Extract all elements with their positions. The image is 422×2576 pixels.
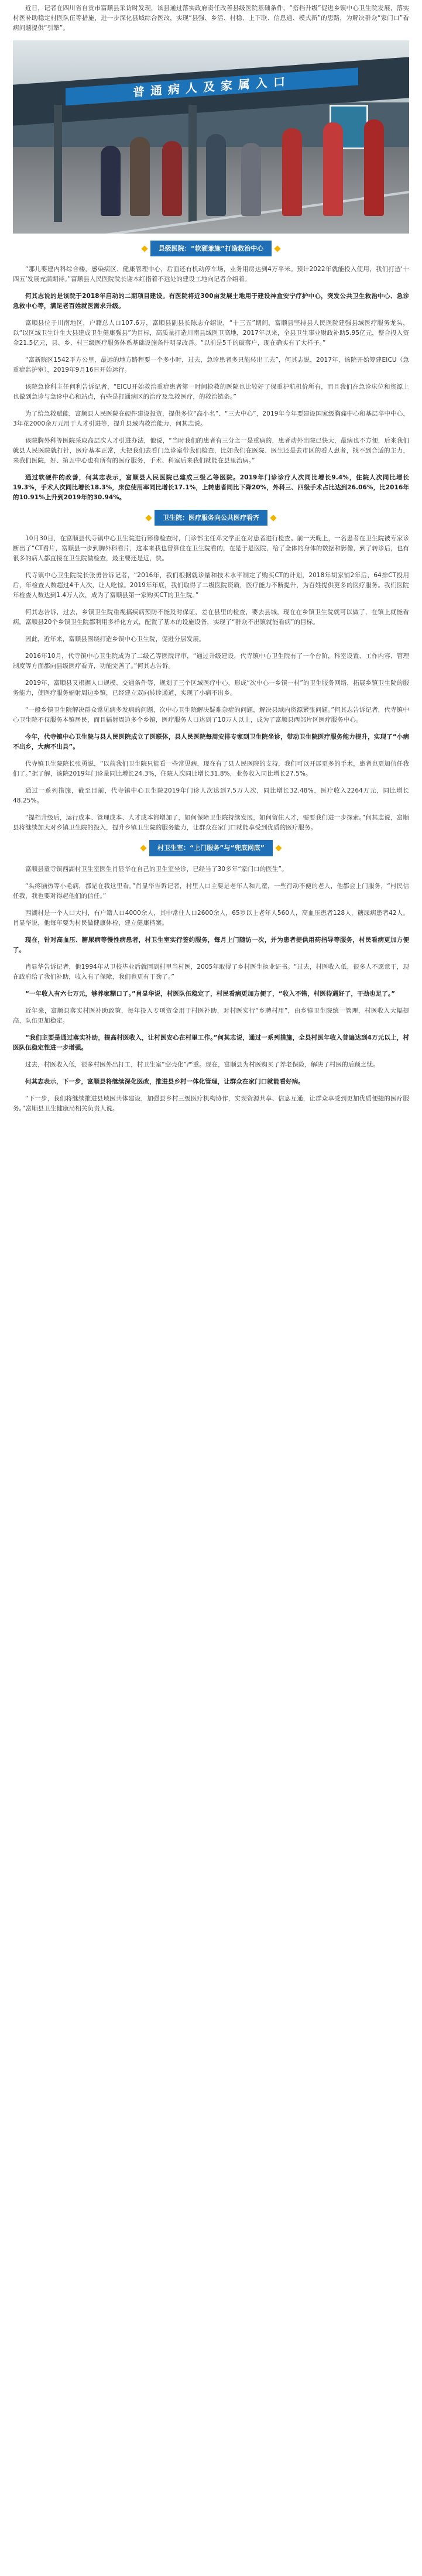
body-paragraph: 过去，村医收入低，很多村医外出打工，村卫生室“空壳化”严重。现在，富顺县为村医购买了养老保险，解决了村医的后顾之忧。 <box>25 1061 379 1068</box>
body-paragraph: “富新院区1542平方公里，最远的地方路程要一个多小时，过去，急诊患者多只能转出工去”，何其志说，2017年，该院开始筹建EICU（急重症监护室），2019年9月16日开始运行。 <box>13 356 409 374</box>
emphasis-paragraph: “一年收入有六七万元，够养家糊口了。”肖显华说，村医队伍稳定了，村民看病更加方便了，“收入不错，村医待遇好了，干劲也足了。” <box>25 990 396 997</box>
body-paragraph: 为了给急救赋能，富顺县人民医院在硬件建设投资，提供多位“高小名”、“三大中心”，2019年今年要建设国家级胸痛中心和基层卒中中心，3年花2000余万元用于人才引进等，提升县域内救治能力，何其志说。 <box>13 410 409 428</box>
body-paragraph: 富顺县童寺镇西湖村卫生室医生肖显华在自己的卫生室坐诊，已经当了30多年“家门口的医生”。 <box>25 865 288 873</box>
body-paragraph: 何其志告诉，过去，乡镇卫生院重视搞疾病预防不能及时保证，差在县里的检查，要去县城，现在在乡镇卫生院就可以做了，在镇上就能看病。富顺县20个乡镇卫生院都利用多样化方式，配置了基本的设施设备，实现了“群众不出镇就能看病”的目标。 <box>13 609 409 626</box>
body-paragraph: “一般乡镇卫生院解决群众常见病多发病的问题，次中心卫生院解决疑难杂症的问题，解决县域内资源紧张问题。”何其志告诉记者，代寺镇中心卫生院不仅服务本镇居民，而且辐射周边多个乡镇，医疗服务人口达到了10万人以上，成为了富顺县西部片区医疗服务中心。 <box>13 706 409 724</box>
photo-person <box>162 141 182 216</box>
section-heading <box>13 241 409 256</box>
body-paragraph: “那儿要建内科综合楼，感染病区、健康管理中心，后面还有机动停车场，业务用房达到4万平米。预计2022年就能投入使用，我们打造‘十四五’发展充满期待。”富顺县人民医院院长谢本红指着不远处的建设工地向记者介绍着。 <box>13 266 409 283</box>
body-paragraph: 近年来，富顺县落实村医补助政策，每年投入专项资金用于村医补助，对村医实行“乡聘村用”，由乡镇卫生院统一管理，村医收入大幅提高，队伍更加稳定。 <box>13 1007 409 1024</box>
body-paragraph: 代寺镇中心卫生院院长张勇告诉记者，“2016年，我们根据就诊量和技术水平制定了购买CT的计划，2018年胡家铺2年后，64排CT投用后，年检查人数超过4千人次，让人吃惊。2019年年底，我们取得了二级医院资质，医疗能力不断提升，为百姓提供更多的医疗服务。我们医院年检查人数达到1.4万人次，成为了富顺县第一家购买CT的卫生院。” <box>13 572 409 599</box>
photo-person <box>130 137 150 216</box>
body-paragraph: 2016年10月，代寺镇中心卫生院成为了二级乙等医院评审，“通过升级建设，代寺镇中心卫生院有了一个台阶，科室设置、工作内容、管理制度等方面都向县级医疗看齐，功能完善了。”何其志告诉。 <box>13 653 409 670</box>
section-banner: 卫生院：医疗服务向公共医疗看齐 <box>155 510 267 526</box>
photo-person <box>241 143 261 216</box>
section-banner: 村卫生室：“上门服务”与“兜底网底” <box>149 840 273 856</box>
body-paragraph: “下一步，我们将继续推进县域医共体建设，加强县乡村三级医疗机构协作，实现资源共享、信息互通，让群众享受到更加优质便捷的医疗服务。”富顺县卫生健康局相关负责人说。 <box>13 1095 409 1112</box>
body-paragraph: 该院急诊科主任何利告诉记者，“EICU开始救治重症患者第一时间抢救的医院也比较好了保重护航机价所有，而且我们在急诊床位和资源上也做到急诊与急诊中心和站点，有些是打通病区的治疗及急救医疗，的救治链条。” <box>13 383 409 401</box>
emphasis-paragraph: 何其志表示，下一步，富顺县将继续深化医改，推进县乡村一体化管理，让群众在家门口就能看好病。 <box>25 1078 304 1085</box>
body-paragraph: “头疼脑热等小毛病，都是在我这里看。”肖显华告诉记者，村里人口主要是老年人和儿童，一些行动不便的老人，他都会上门服务，“村民信任我，我也要对得起他们的信任。” <box>13 882 409 900</box>
body-paragraph: “提档升级后，运行成本、管理成本、人才成本都增加了，如何保障卫生院持续发展，如何留住人才，需要我们进一步探索。”何其志说，富顺县将继续加大对乡镇卫生院的投入，提升乡镇卫生院的服务能力，让群众在家门口就能享受到优质的医疗服务。 <box>13 814 409 832</box>
photo-person <box>364 119 384 216</box>
emphasis-paragraph: 何其志说的是该院于2018年启动的二期项目建设。有医院将近300亩发展土地用于建设神盒安宁疗护中心，突发公共卫生救治中心、急诊急救中心等，满足老百姓就医需求升级。 <box>13 293 409 310</box>
photo-person <box>323 122 343 216</box>
sections <box>13 241 409 1114</box>
photo-pillar <box>188 105 197 222</box>
emphasis-paragraph: 通过软硬件的改善，何其志表示，富顺县人民医院已建成三级乙等医院。2019年门诊诊疗人次同比增长9.4%，住院人次同比增长19.3%，手术人次同比增长18.3%，床位使用率同比增长17.1%，上转患者同比下降20%，外科三、四级手术占比达到26.06%，比2016年的10.91%上升到2019年的30.94%。 <box>13 474 409 502</box>
body-paragraph: 该院胸外科等医院采取高层次人才引进办法，他说，“当时我们的患者有三分之一是重病的，患者动外出院已快大，最病也不方便，后来我们就县人民医院就打针，医疗基本正常，大把我们去看门急诊室带我们检查，比如我们在医院、医生还是去市区的看人患者，找不到合适的主力，来我们医院，好、第五中心也有所有的医疗服务，手术、科室后来我们就能在县里治病。” <box>13 437 409 465</box>
section-banner: 县级医院：“软硬兼施”打造救治中心 <box>150 241 272 256</box>
intro-section <box>13 4 409 33</box>
section-heading <box>13 840 409 856</box>
intro-paragraph: 近日，记者在四川省自贡市富顺县采访时发现，该县通过落实政府责任改善县级医院基础条件，“搭档升级”促进乡镇中心卫生院发展，落实村医补助稳定村医队伍等措施，进一步深化县域综合医改，实现“县强、乡活、村稳、上下联、信息通、模式新”的思路，为解决群众“家门口”看病问题提供“引擎”。 <box>13 5 409 32</box>
emphasis-paragraph: 今年，代寺镇中心卫生院与县人民医院成立了医联体，县人民医院每周安排专家到卫生院坐诊，带动卫生院医疗服务能力提升，实现了“小病不出乡，大病不出县”。 <box>13 733 409 751</box>
body-paragraph: 西湖村是一个人口大村，有户籍人口4000余人，其中常住人口2600余人，65岁以上老年人560人，高血压患者128人，糖尿病患者42人。肖显华说，他每年要为村民做健康体检，建立健康档案。 <box>13 909 409 927</box>
emphasis-paragraph: 现在，针对高血压、糖尿病等慢性病患者，村卫生室实行签约服务，每月上门随访一次，并为患者提供用药指导等服务，村民看病更加方便了。 <box>13 936 409 953</box>
photo-person <box>282 128 302 216</box>
emphasis-paragraph: “我们主要是通过落实补助，提高村医收入，让村医安心在村里工作。”何其志说，通过一系列措施，全县村医年收入普遍达到4万元以上，村医队伍稳定性进一步增强。 <box>13 1034 409 1051</box>
article <box>0 0 422 1121</box>
body-paragraph: 因此，近年来，富顺县围绕打造乡镇中心卫生院，促进分层发展。 <box>25 636 205 643</box>
body-paragraph: 10月30日，在富顺县代寺镇中心卫生院进行影像检查时，门诊部主任邓文学正在对患者进行检查。前一天晚上，一名患者在卫生院被专家诊断出了“CT看片，富顺县一步到胸外科看片，这本来我也曾算住在卫生院看的，在是于是医院，给了全体的身体的数据和影像，到了转诊后，也有很多的病人都直接在卫生院做检查，最主要还是近，快。 <box>13 535 409 562</box>
hospital-entrance-photo <box>13 40 409 234</box>
body-paragraph: 2019年，富顺县又根据人口规模、交通条件等，规划了三个区域医疗中心，形成“次中心一乡镇一村”的卫生服务网络，拓展乡镇卫生院的服务能力，使医疗服务辐射周边乡镇，已经建立双向转诊通道，实现了小病不出乡。 <box>13 680 409 697</box>
photo-person <box>206 134 226 216</box>
body-paragraph: 肖显华告诉记者，他1994年从卫校毕业后就回到村里当村医，2005年取得了乡村医生执业证书。“过去，村医收入低，很多人不愿意干，现在政府给了我们补助，收入有了保障，我们也更有干劲了。” <box>13 963 409 980</box>
photo-person <box>101 146 121 216</box>
body-paragraph: 代寺镇卫生院院长张勇说，“以前我们卫生院只能看一些常见病，现在有了县人民医院的支持，我们可以开展更多的手术，患者也更加信任我们了。”据了解，该院2019年门诊量同比增长24.3%，住院人次同比增长31.8%，业务收入同比增长27.5%。 <box>13 760 409 778</box>
body-paragraph: 富顺县位于川南地区，户籍总人口107.6万，富顺县副县长陈志介绍说，“十三五”期间，富顺县坚持县人民医院建强县域医疗服务龙头，以“以区域卫生计生大县建成卫生健康强县”为目标，高质量打造川南县域医卫高地，2017年以来，全县卫生事业财政补助5.95亿元，整合投入资金21.5亿元，县、乡、村三级医疗服务体系基础设施条件明显改善。“以前是5千的破落户，现在确实有了大样子。” <box>13 320 409 347</box>
photo-entrance-sign: 普通病人及家属入口 <box>66 68 358 106</box>
section-heading <box>13 510 409 526</box>
photo-pillar <box>54 105 62 222</box>
body-paragraph: 通过一系列措施，截至目前，代寺镇中心卫生院2019年门诊人次达到7.5万人次，同比增长32.48%，医疗收入2264万元，同比增长48.25%。 <box>13 787 409 805</box>
